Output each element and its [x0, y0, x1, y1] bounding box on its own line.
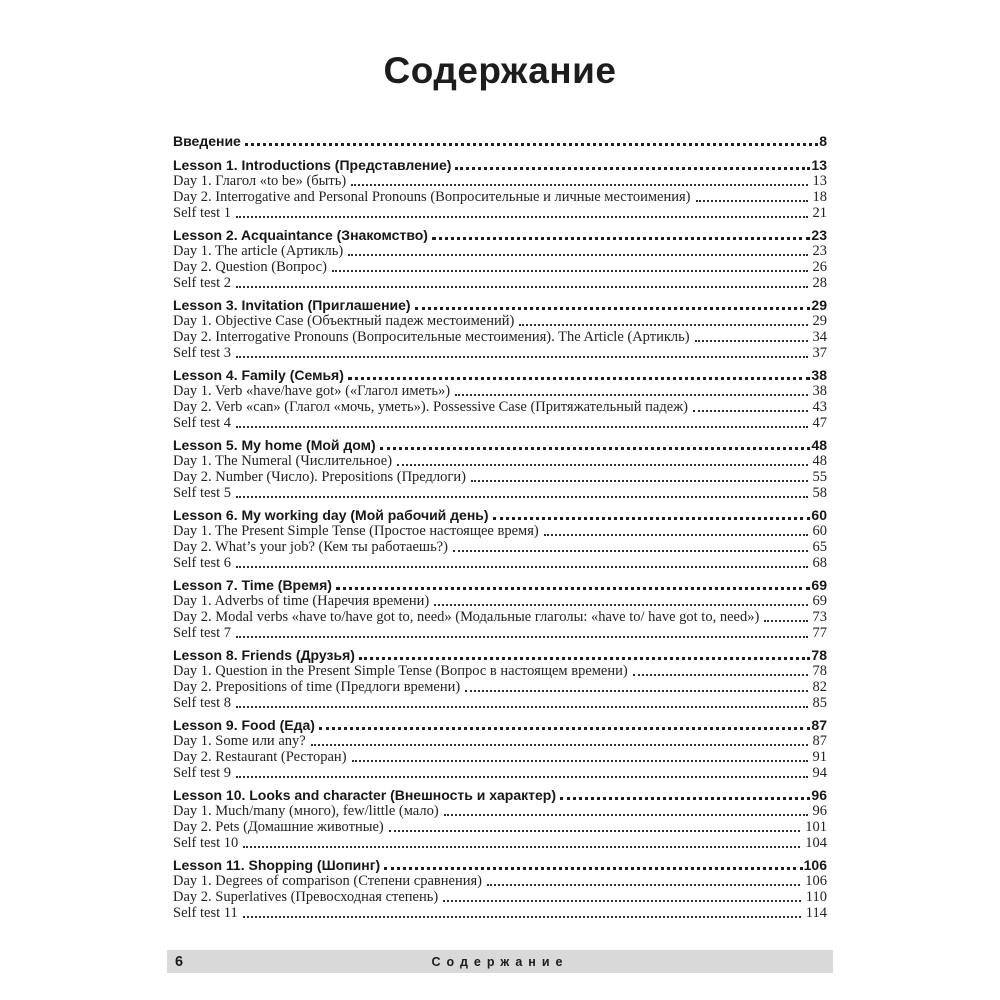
toc-item-page-number: 78 — [812, 663, 827, 679]
toc-lesson-title: Lesson 8. Friends (Друзья) — [173, 647, 355, 663]
toc-lesson — [173, 857, 827, 873]
toc-lesson-title: Lesson 1. Introductions (Представление) — [173, 157, 452, 173]
toc-lesson-title: Lesson 3. Invitation (Приглашение) — [173, 297, 411, 313]
dot-leader — [243, 846, 800, 848]
toc-item-page-number: 65 — [812, 539, 827, 555]
toc-lesson — [173, 227, 827, 243]
dot-leader — [351, 184, 807, 186]
dot-leader — [380, 447, 811, 450]
dot-leader — [236, 636, 808, 638]
toc-item — [173, 189, 827, 205]
dot-leader — [236, 776, 808, 778]
toc-item-page-number: 94 — [812, 765, 827, 781]
page-title: Содержание — [383, 50, 617, 91]
toc-item-page-number: 43 — [812, 399, 827, 415]
toc-item — [173, 523, 827, 539]
toc-item — [173, 275, 827, 291]
toc-lesson-page-number: 23 — [811, 227, 827, 243]
toc-item — [173, 383, 827, 399]
toc-section — [173, 577, 827, 641]
dot-leader — [453, 550, 808, 552]
toc-item-title: Self test 2 — [173, 275, 231, 291]
dot-leader — [336, 587, 811, 590]
dot-leader — [560, 797, 810, 800]
toc-item-title: Self test 4 — [173, 415, 231, 431]
toc-item — [173, 695, 827, 711]
toc-item-page-number: 104 — [805, 835, 827, 851]
dot-leader — [519, 324, 807, 326]
toc-item — [173, 243, 827, 259]
toc-section — [173, 227, 827, 291]
toc-item — [173, 345, 827, 361]
toc-lesson-title: Lesson 2. Acquaintance (Знакомство) — [173, 227, 428, 243]
dot-leader — [695, 340, 808, 342]
toc-item-title: Day 1. The Present Simple Tense (Простое настоящее время) — [173, 523, 539, 539]
toc-lesson — [173, 157, 827, 173]
toc-item-title: Self test 11 — [173, 905, 238, 921]
toc-lesson — [173, 507, 827, 523]
toc-lesson — [173, 717, 827, 733]
toc-item — [173, 905, 827, 921]
toc-item — [173, 485, 827, 501]
dot-leader — [236, 566, 808, 568]
toc-lesson — [173, 647, 827, 663]
dot-leader — [311, 744, 808, 746]
toc-lesson-page-number: 38 — [811, 367, 827, 383]
dot-leader — [348, 377, 811, 380]
toc-item-title: Day 2. Interrogative and Personal Pronouns (Вопросительные и личные местоимения) — [173, 189, 691, 205]
toc-item — [173, 873, 827, 889]
dot-leader — [471, 480, 808, 482]
dot-leader — [764, 620, 807, 622]
toc-item-title: Day 1. Degrees of comparison (Степени сравнения) — [173, 873, 482, 889]
toc-item-page-number: 23 — [812, 243, 827, 259]
toc-section — [173, 857, 827, 921]
toc-item-title: Self test 10 — [173, 835, 239, 851]
dot-leader — [359, 657, 810, 660]
toc-item-page-number: 96 — [812, 803, 827, 819]
toc-item-page-number: 91 — [812, 749, 827, 765]
toc-lesson-title: Lesson 6. My working day (Мой рабочий день) — [173, 507, 489, 523]
toc-item-page-number: 55 — [812, 469, 827, 485]
toc-item-title: Self test 3 — [173, 345, 231, 361]
toc-item-page-number: 60 — [812, 523, 827, 539]
toc-item-title: Day 1. Глагол «to be» (быть) — [173, 173, 347, 189]
toc-item — [173, 329, 827, 345]
toc-item — [173, 555, 827, 571]
toc-item-page-number: 69 — [812, 593, 827, 609]
dot-leader — [236, 356, 808, 358]
toc-item-page-number: 101 — [805, 819, 827, 835]
toc-item — [173, 679, 827, 695]
dot-leader — [432, 237, 810, 240]
dot-leader — [348, 254, 807, 256]
toc-intro-title: Введение — [173, 133, 241, 149]
dot-leader — [544, 534, 808, 536]
toc-item-title: Self test 5 — [173, 485, 231, 501]
dot-leader — [455, 167, 810, 170]
toc-lesson — [173, 437, 827, 453]
toc-lesson-title: Lesson 4. Family (Семья) — [173, 367, 344, 383]
toc-item-page-number: 18 — [812, 189, 827, 205]
toc-item-page-number: 77 — [812, 625, 827, 641]
toc-item-page-number: 26 — [812, 259, 827, 275]
toc-section — [173, 507, 827, 571]
toc-item-page-number: 87 — [812, 733, 827, 749]
toc-item-page-number: 73 — [812, 609, 827, 625]
toc-item-page-number: 106 — [805, 873, 827, 889]
toc-lesson-page-number: 13 — [811, 157, 827, 173]
toc-item-title: Day 2. Verb «can» (Глагол «мочь, уметь»). Possessive Case (Притяжательный падеж) — [173, 399, 689, 415]
toc-item-page-number: 110 — [805, 889, 827, 905]
dot-leader — [243, 916, 801, 918]
toc-item-page-number: 68 — [812, 555, 827, 571]
toc-item-title: Day 1. Objective Case (Объектный падеж местоимений) — [173, 313, 515, 329]
toc-item-page-number: 13 — [812, 173, 827, 189]
toc-item — [173, 663, 827, 679]
toc-item — [173, 453, 827, 469]
toc-lesson — [173, 787, 827, 803]
toc-item-title: Day 1. Some или any? — [173, 733, 306, 749]
toc-lesson-page-number: 96 — [811, 787, 827, 803]
toc-item — [173, 889, 827, 905]
toc-lesson-page-number: 48 — [811, 437, 827, 453]
toc-lesson — [173, 367, 827, 383]
dot-leader — [389, 830, 801, 832]
toc-lesson — [173, 297, 827, 313]
toc-lesson-page-number: 60 — [811, 507, 827, 523]
toc-item — [173, 835, 827, 851]
toc-item — [173, 749, 827, 765]
toc-item-title: Day 2. Prepositions of time (Предлоги времени) — [173, 679, 461, 695]
dot-leader — [236, 286, 808, 288]
toc-item-page-number: 114 — [805, 905, 827, 921]
toc-item-title: Day 1. The Numeral (Числительное) — [173, 453, 393, 469]
dot-leader — [236, 496, 808, 498]
toc-section — [173, 157, 827, 221]
dot-leader — [236, 426, 808, 428]
dot-leader — [443, 900, 801, 902]
toc-item-title: Day 1. The article (Артикль) — [173, 243, 344, 259]
toc-item — [173, 313, 827, 329]
toc-item-page-number: 21 — [812, 205, 827, 221]
dot-leader — [332, 270, 808, 272]
toc-item-page-number: 82 — [812, 679, 827, 695]
toc-item — [173, 469, 827, 485]
toc-item-title: Day 1. Much/many (много), few/little (мало) — [173, 803, 439, 819]
dot-leader — [465, 690, 807, 692]
toc-item — [173, 399, 827, 415]
dot-leader — [384, 867, 802, 870]
toc-item — [173, 415, 827, 431]
toc-item-title: Self test 9 — [173, 765, 231, 781]
toc-item — [173, 803, 827, 819]
toc-item-title: Day 2. Pets (Домашние животные) — [173, 819, 384, 835]
toc-section — [173, 367, 827, 431]
toc-section — [173, 717, 827, 781]
dot-leader — [397, 464, 807, 466]
toc-item — [173, 733, 827, 749]
toc-item-page-number: 34 — [812, 329, 827, 345]
toc-item-title: Day 2. Question (Вопрос) — [173, 259, 327, 275]
toc-item-title: Day 2. Superlatives (Превосходная степень) — [173, 889, 439, 905]
toc-lesson-page-number: 29 — [811, 297, 827, 313]
toc-item — [173, 609, 827, 625]
toc-section — [173, 647, 827, 711]
toc-item-page-number: 38 — [812, 383, 827, 399]
dot-leader — [444, 814, 808, 816]
toc-lesson-title: Lesson 9. Food (Еда) — [173, 717, 315, 733]
toc-item-title: Day 2. What’s your job? (Кем ты работаешь?) — [173, 539, 448, 555]
footer-section-label: Содержание — [431, 954, 569, 969]
toc-item — [173, 765, 827, 781]
dot-leader — [693, 410, 807, 412]
dot-leader — [493, 517, 811, 520]
toc-item-title: Self test 7 — [173, 625, 231, 641]
dot-leader — [487, 884, 800, 886]
toc-intro — [173, 133, 827, 149]
toc-item — [173, 205, 827, 221]
toc — [173, 133, 827, 921]
dot-leader — [236, 706, 808, 708]
toc-section — [173, 297, 827, 361]
toc-lesson-page-number: 87 — [811, 717, 827, 733]
toc-section — [173, 787, 827, 851]
toc-item — [173, 259, 827, 275]
toc-item-title: Day 2. Restaurant (Ресторан) — [173, 749, 347, 765]
dot-leader — [319, 727, 811, 730]
dot-leader — [434, 604, 807, 606]
dot-leader — [696, 200, 808, 202]
toc-item-title: Self test 8 — [173, 695, 231, 711]
dot-leader — [245, 143, 818, 146]
toc-item — [173, 593, 827, 609]
dot-leader — [415, 307, 811, 310]
toc-item — [173, 173, 827, 189]
footer-page-number: 6 — [175, 953, 184, 970]
toc-item-title: Day 1. Question in the Present Simple Tense (Вопрос в настоящем времени) — [173, 663, 628, 679]
toc-item-title: Day 1. Adverbs of time (Наречия времени) — [173, 593, 430, 609]
toc-item-title: Self test 6 — [173, 555, 231, 571]
toc-item — [173, 819, 827, 835]
toc-lesson-page-number: 78 — [811, 647, 827, 663]
toc-item-title: Day 2. Modal verbs «have to/have got to, need» (Модальные глаголы: «have to/ have got to, need») — [173, 609, 760, 625]
dot-leader — [236, 216, 808, 218]
toc-item — [173, 625, 827, 641]
toc-lesson-page-number: 69 — [811, 577, 827, 593]
toc-item-page-number: 29 — [812, 313, 827, 329]
footer-bar — [167, 950, 833, 973]
toc-item-title: Day 2. Interrogative Pronouns (Вопросительные местоимения). The Article (Артикль) — [173, 329, 690, 345]
toc-item-page-number: 48 — [812, 453, 827, 469]
toc-item-page-number: 47 — [812, 415, 827, 431]
dot-leader — [633, 674, 808, 676]
toc-item-title: Day 2. Number (Число). Prepositions (Предлоги) — [173, 469, 466, 485]
toc-item-page-number: 58 — [812, 485, 827, 501]
toc-item-title: Day 1. Verb «have/have got» («Глагол иметь») — [173, 383, 451, 399]
toc-item-page-number: 85 — [812, 695, 827, 711]
toc-item-page-number: 37 — [812, 345, 827, 361]
toc-section — [173, 437, 827, 501]
toc-item-title: Self test 1 — [173, 205, 231, 221]
dot-leader — [455, 394, 807, 396]
toc-lesson-title: Lesson 10. Looks and character (Внешность и характер) — [173, 787, 556, 803]
toc-lesson-title: Lesson 5. My home (Мой дом) — [173, 437, 376, 453]
toc-lesson-title: Lesson 11. Shopping (Шопинг) — [173, 857, 381, 873]
toc-item-page-number: 28 — [812, 275, 827, 291]
toc-intro-page-number: 8 — [819, 133, 827, 149]
toc-lesson-page-number: 106 — [803, 857, 827, 873]
toc-lesson — [173, 577, 827, 593]
toc-item — [173, 539, 827, 555]
toc-lesson-title: Lesson 7. Time (Время) — [173, 577, 332, 593]
dot-leader — [352, 760, 808, 762]
